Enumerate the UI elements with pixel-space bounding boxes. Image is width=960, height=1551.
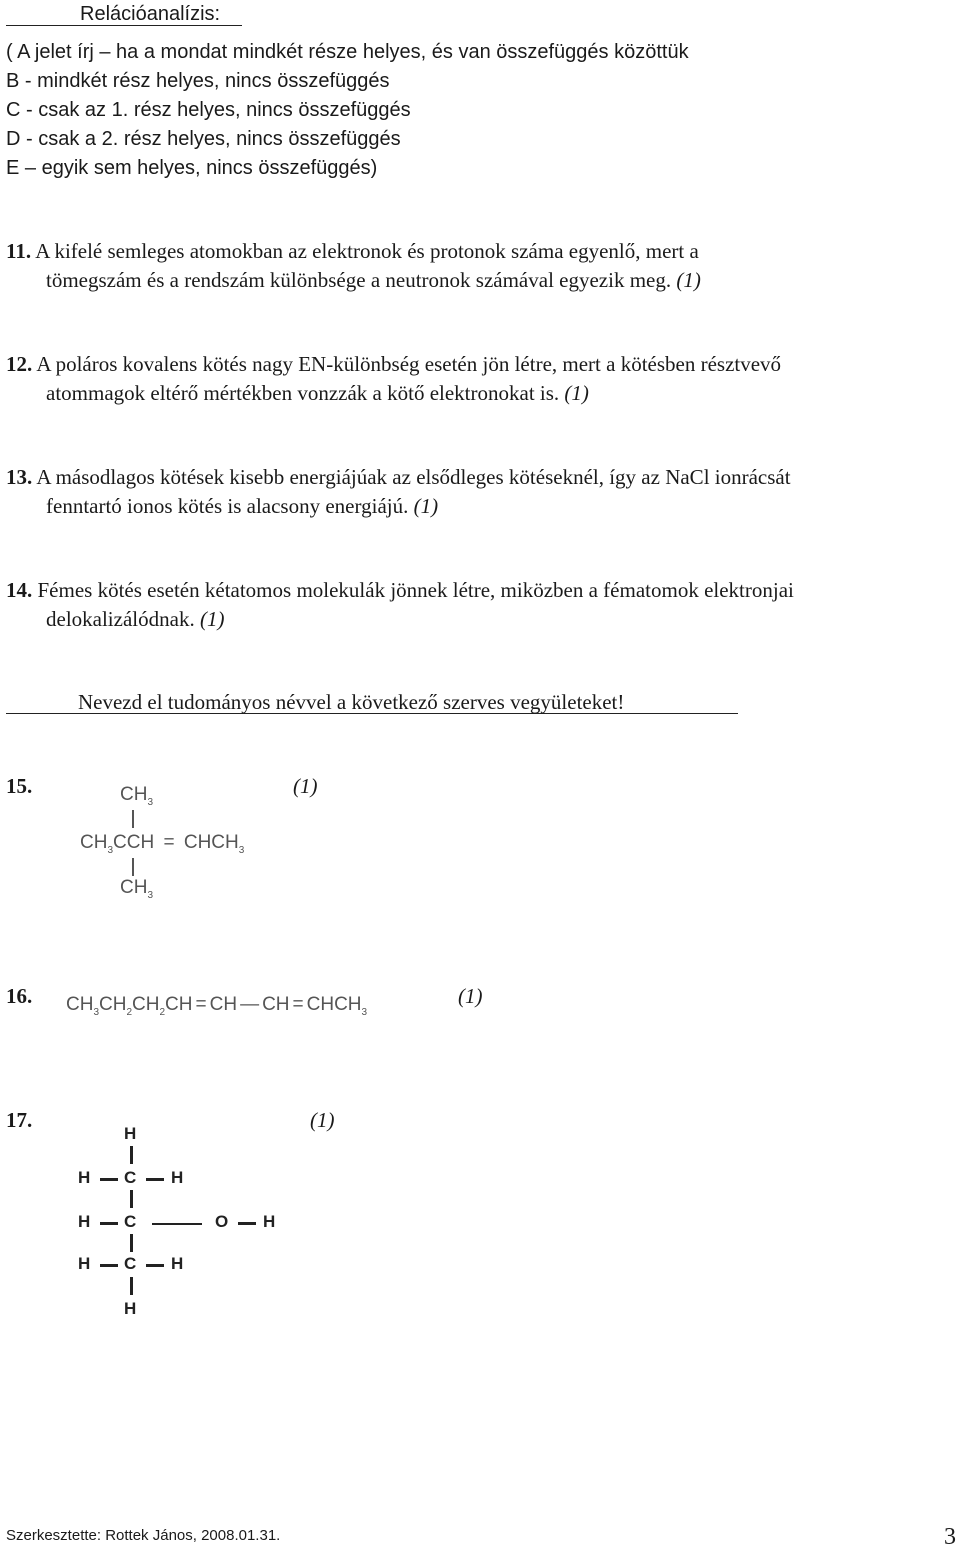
section-heading-compounds: Nevezd el tudományos névvel a következő szerves vegyületeket!	[78, 690, 625, 714]
score-marker: (1)	[458, 984, 483, 1008]
question-number: 14.	[6, 578, 33, 602]
atom-h: H	[263, 1212, 276, 1231]
footer-editor: Szerkesztette: Rottek János, 2008.01.31.	[6, 1527, 281, 1544]
bond-horizontal	[146, 1178, 164, 1181]
question-14	[6, 576, 958, 634]
compound-number: 17.	[6, 1108, 33, 1132]
atom-h: H	[78, 1254, 91, 1273]
atom-c: C	[124, 1254, 137, 1273]
legend-line-b: B - mindkét rész helyes, nincs összefüggés	[6, 70, 390, 92]
legend-line-c: C - csak az 1. rész helyes, nincs összefüggés	[6, 99, 411, 121]
score-marker: (1)	[413, 494, 439, 518]
bond-horizontal	[100, 1178, 118, 1181]
question-number: 12.	[6, 352, 33, 376]
compound-16-structure: $CH_3CH_2CH_2CH$ = CH — CH = $CHCH_3$	[66, 994, 368, 1018]
bond-horizontal-long	[152, 1223, 202, 1225]
bond-horizontal	[100, 1264, 118, 1267]
bond-horizontal	[100, 1222, 118, 1225]
atom-h: H	[171, 1254, 184, 1273]
compound-number: 15.	[6, 774, 33, 798]
bond-horizontal	[146, 1264, 164, 1267]
bond-vertical	[130, 1277, 133, 1295]
question-number: 11.	[6, 239, 32, 263]
compound-15-structure	[78, 782, 278, 912]
legend-line-a: ( A jelet írj – ha a mondat mindkét része helyes, és van összefüggés közöttük	[6, 41, 689, 63]
bond-vertical-bottom	[132, 858, 134, 876]
atom-h: H	[124, 1124, 137, 1143]
score-marker: (1)	[293, 774, 318, 798]
main-chain: $CH_3CCH$ = $CHCH_3$	[80, 832, 245, 856]
score-marker: (1)	[676, 268, 701, 292]
bond-vertical	[130, 1190, 133, 1208]
atom-c: C	[124, 1168, 137, 1187]
score-marker: (1)	[310, 1108, 335, 1132]
question-text-line2: atommagok eltérő mértékben vonzzák a kötő elektronokat is.	[46, 381, 560, 405]
question-text-line1: A másodlagos kötések kisebb energiájúak az elsődleges kötéseknél, így az NaCl ionrácsát	[36, 465, 791, 489]
atom-h: H	[78, 1168, 91, 1187]
question-text-line2: tömegszám és a rendszám különbsége a neutronok számával egyezik meg.	[46, 268, 672, 292]
branch-top: $CH_3$	[120, 784, 154, 808]
score-marker: (1)	[564, 381, 589, 405]
legend-line-d: D - csak a 2. rész helyes, nincs összefüggés	[6, 128, 401, 150]
atom-h: H	[124, 1299, 137, 1318]
question-text-line2: delokalizálódnak.	[46, 607, 195, 631]
branch-bottom: $CH_3$	[120, 877, 154, 901]
atom-o: O	[215, 1212, 229, 1231]
section-heading-relacioanalizis: Relációanalízis:	[80, 3, 221, 25]
question-13	[6, 463, 958, 521]
compound-17-structure	[70, 1122, 290, 1322]
question-text-line2: fenntartó ionos kötés is alacsony energiájú.	[46, 494, 409, 518]
atom-c: C	[124, 1212, 137, 1231]
bond-vertical	[130, 1146, 133, 1164]
bond-vertical-top	[132, 810, 134, 828]
page-number: 3	[944, 1524, 956, 1550]
bond-horizontal	[238, 1222, 256, 1225]
question-number: 13.	[6, 465, 33, 489]
question-11	[6, 237, 958, 295]
compound-number: 16.	[6, 984, 33, 1008]
atom-h: H	[171, 1168, 184, 1187]
question-text-line1: Fémes kötés esetén kétatomos molekulák jönnek létre, miközben a fématomok elektronjai	[37, 578, 794, 602]
score-marker: (1)	[199, 607, 225, 631]
question-12	[6, 350, 958, 408]
bond-vertical	[130, 1234, 133, 1252]
atom-h: H	[78, 1212, 91, 1231]
legend-line-e: E – egyik sem helyes, nincs összefüggés)	[6, 157, 378, 179]
question-text-line1: A kifelé semleges atomokban az elektronok és protonok száma egyenlő, mert a	[35, 239, 699, 263]
question-text-line1: A poláros kovalens kötés nagy EN-különbség esetén jön létre, mert a kötésben résztvevő	[36, 352, 782, 376]
